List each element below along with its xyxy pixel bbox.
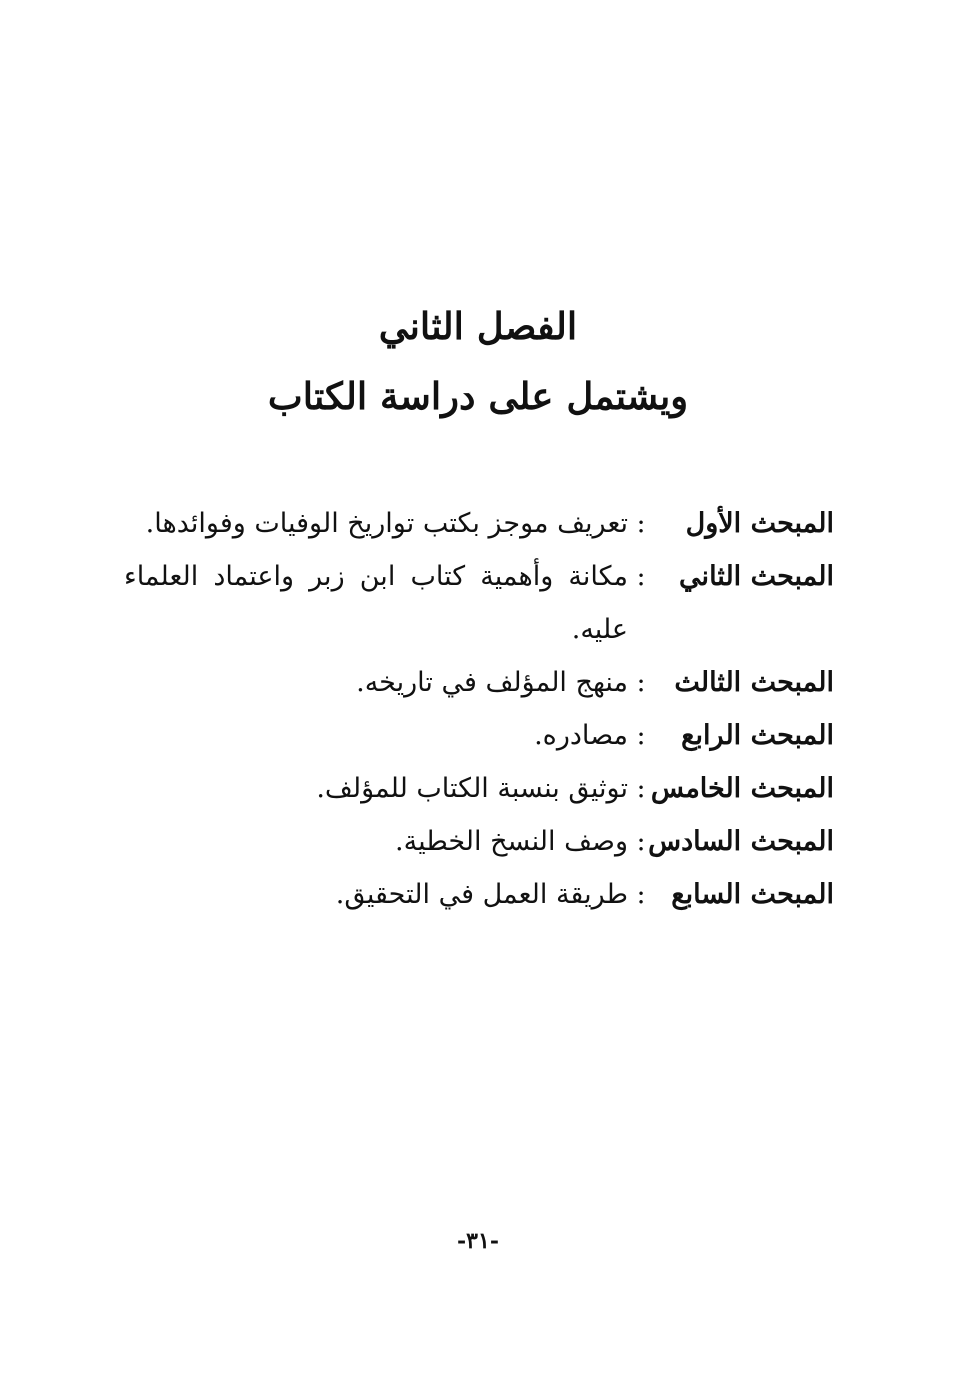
- section-item: [124, 550, 834, 656]
- section-item: [124, 762, 834, 815]
- section-label: المبحث السابع: [671, 879, 834, 910]
- section-label: المبحث الثالث: [674, 667, 834, 698]
- section-description: تعريف موجز بكتب تواريخ الوفيات وفوائدها.: [145, 508, 628, 539]
- section-label: المبحث الثاني: [679, 561, 834, 592]
- section-description: مصادره.: [534, 720, 628, 751]
- section-separator: :: [636, 561, 646, 592]
- section-item: [124, 815, 834, 868]
- section-separator: :: [636, 720, 646, 751]
- section-separator: :: [636, 773, 646, 804]
- section-item: [124, 709, 834, 762]
- section-separator: :: [636, 508, 646, 539]
- page-number: -٣١-: [457, 1228, 499, 1254]
- chapter-title: الفصل الثاني: [378, 304, 578, 348]
- section-description: توثيق بنسبة الكتاب للمؤلف.: [316, 773, 628, 804]
- section-item: [124, 497, 834, 550]
- section-separator: :: [636, 826, 646, 857]
- chapter-subtitle: ويشتمل على دراسة الكتاب: [267, 374, 689, 418]
- section-item: [124, 868, 834, 921]
- section-separator: :: [636, 879, 646, 910]
- section-item: [124, 656, 834, 709]
- section-label: المبحث الرابع: [681, 720, 834, 751]
- section-label: المبحث السادس: [648, 826, 834, 857]
- section-description: منهج المؤلف في تاريخه.: [356, 667, 628, 698]
- section-list: [124, 497, 834, 921]
- section-separator: :: [636, 667, 646, 698]
- section-label: المبحث الخامس: [650, 773, 834, 804]
- section-description: وصف النسخ الخطية.: [395, 826, 628, 857]
- section-description: مكانة وأهمية كتاب ابن زبر واعتماد العلماء عليه.: [124, 561, 628, 645]
- section-label: المبحث الأول: [685, 508, 834, 539]
- section-description: طريقة العمل في التحقيق.: [335, 879, 628, 910]
